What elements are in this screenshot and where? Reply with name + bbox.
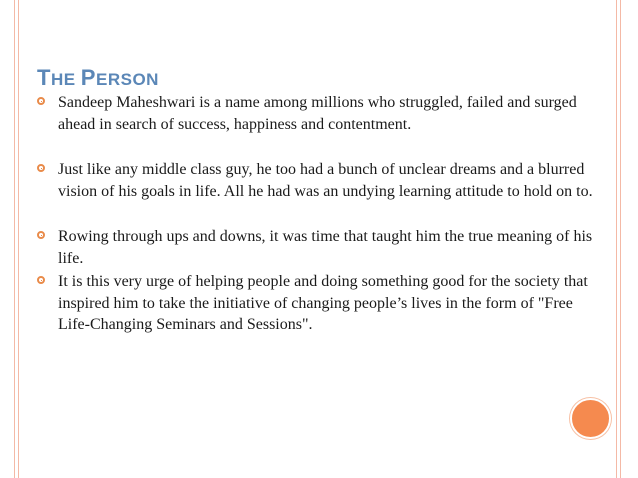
orange-circle-decoration (570, 398, 611, 439)
bullet-item-3 (37, 226, 597, 269)
bullet-list (37, 92, 597, 336)
ring-bullet-icon (37, 231, 45, 239)
ring-bullet-icon (37, 164, 45, 172)
bullet-text-1: Sandeep Maheshwari is a name among millions who struggled, failed and surged ahead in search of success, happiness and contentment. (58, 94, 577, 133)
bullet-text-2: Just like any middle class guy, he too had a bunch of unclear dreams and a blurred vision of his goals in life. All he had was an undying learning attitude to hold on to. (58, 161, 593, 200)
title-word-he: HE (50, 70, 81, 89)
left-border-line-inner (18, 0, 19, 478)
ring-bullet-icon (37, 276, 45, 284)
bullet-text-4: It is this very urge of helping people and doing something good for the society that inspired him to take the initiative of changing people’s lives in the form of "Free Life-Changing Seminars and Sessions". (58, 273, 588, 333)
slide-title (37, 67, 159, 91)
bullet-text-3: Rowing through ups and downs, it was time that taught him the true meaning of his life. (58, 228, 593, 267)
bullet-item-2 (37, 159, 597, 202)
left-border-line-outer (14, 0, 15, 478)
bullet-item-4 (37, 271, 597, 336)
title-letter-p: P (80, 65, 96, 90)
ring-bullet-icon (37, 97, 45, 105)
bullet-item-1 (37, 92, 597, 135)
title-letter-t: T (37, 65, 51, 90)
right-border-line-outer (620, 0, 621, 478)
right-border-line-inner (616, 0, 617, 478)
title-word-erson: ERSON (95, 70, 159, 89)
